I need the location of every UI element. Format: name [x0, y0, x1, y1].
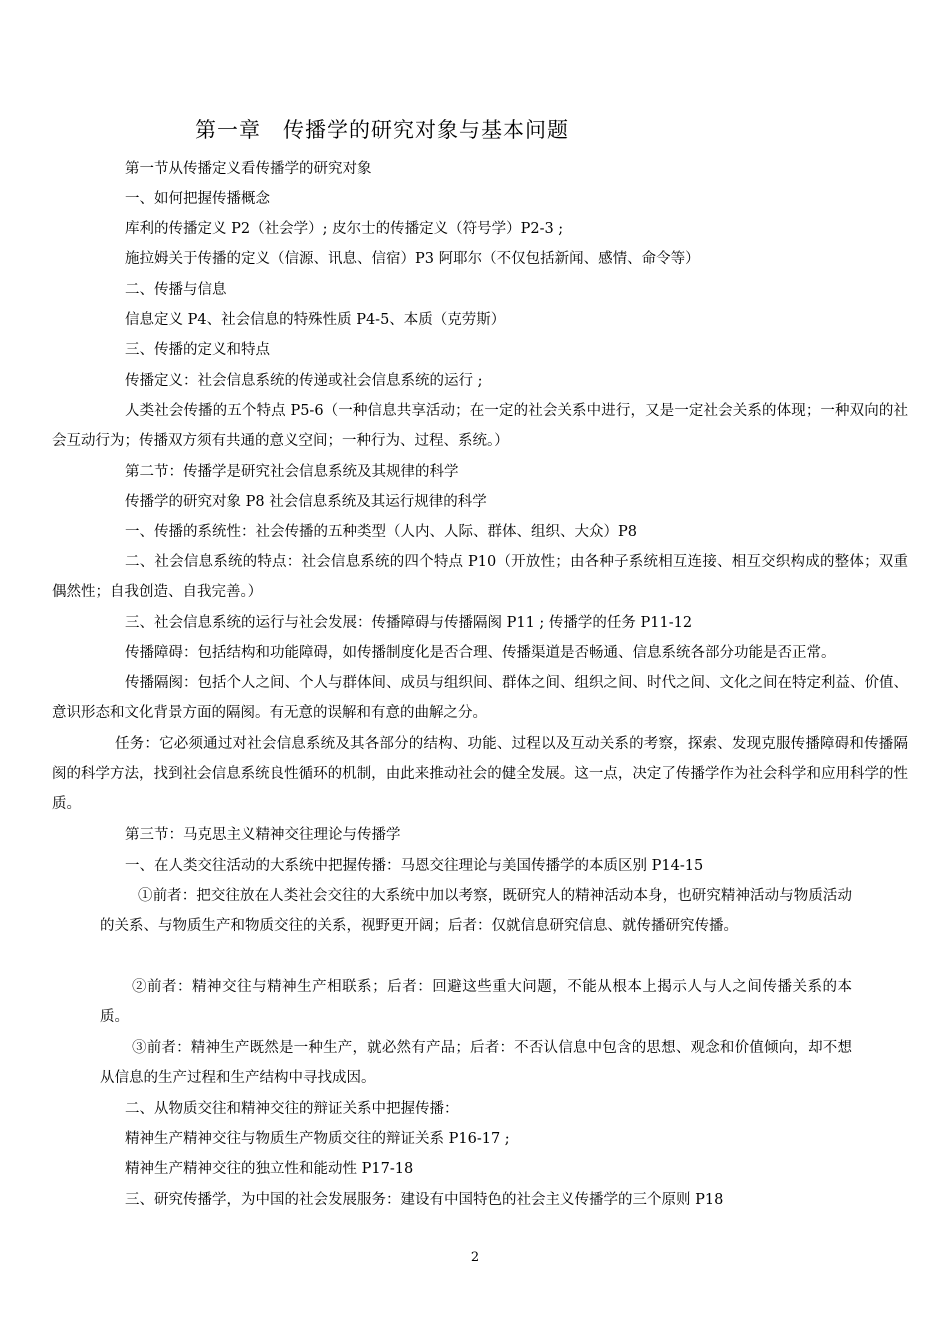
subsection-heading: 二、从物质交往和精神交往的辩证关系中把握传播：	[125, 1101, 459, 1117]
paragraph-line: 传播定义：社会信息系统的传递或社会信息系统的运行 ;	[125, 373, 483, 389]
numbered-paragraph: ②前者：精神交往与精神生产相联系；后者：回避这些重大问题，不能从根本上揭示人与人之间传播关系的本质。	[100, 979, 852, 1025]
paragraph-line: 传播学的研究对象 P8 社会信息系统及其运行规律的科学	[125, 494, 487, 510]
subsection-heading: 一、传播的系统性：社会传播的五种类型（人内、人际、群体、组织、大众）P8	[125, 524, 637, 540]
page-number: 2	[470, 1250, 480, 1265]
section-heading-1: 第一节从传播定义看传播学的研究对象	[125, 161, 372, 177]
paragraph: 任务：它必须通过对社会信息系统及其各部分的结构、功能、过程以及互动关系的考察，探索、发现克服传播障碍和传播隔阂的科学方法，找到社会信息系统良性循环的机制，由此来推动社会的健全发展。这一点，决定了传播学作为社会科学和应用科学的性质。	[52, 736, 908, 812]
chapter-title: 传播学的研究对象与基本问题	[283, 118, 569, 142]
subsection-heading: 一、如何把握传播概念	[125, 191, 270, 207]
chapter-heading	[195, 114, 569, 144]
paragraph-line: 传播障碍：包括结构和功能障碍，如传播制度化是否合理、传播渠道是否畅通、信息系统各部分功能是否正常。	[125, 645, 836, 661]
paragraph-line: 施拉姆关于传播的定义（信源、讯息、信宿）P3 阿耶尔（不仅包括新闻、感情、命令等）	[125, 251, 700, 267]
section-heading-3: 第三节：马克思主义精神交往理论与传播学	[125, 827, 401, 843]
paragraph-line: 库利的传播定义 P2（社会学）; 皮尔士的传播定义（符号学）P2-3 ;	[125, 221, 564, 237]
paragraph-line: 精神生产精神交往与物质生产物质交往的辩证关系 P16-17 ;	[125, 1131, 510, 1147]
numbered-paragraph: ③前者：精神生产既然是一种生产，就必然有产品；后者：不否认信息中包含的思想、观念和价值倾向，却不想从信息的生产过程和生产结构中寻找成因。	[100, 1040, 852, 1086]
subsection-heading: 一、在人类交往活动的大系统中把握传播：马恩交往理论与美国传播学的本质区别 P14-15	[125, 858, 704, 874]
subsection-heading: 二、传播与信息	[125, 282, 227, 298]
subsection-heading: 三、传播的定义和特点	[125, 342, 270, 358]
chapter-number: 第一章	[195, 118, 261, 142]
paragraph: 二、社会信息系统的特点：社会信息系统的四个特点 P10（开放性；由各种子系统相互连接、相互交织构成的整体；双重偶然性；自我创造、自我完善。）	[52, 554, 908, 600]
section-heading-2: 第二节：传播学是研究社会信息系统及其规律的科学	[125, 464, 459, 480]
paragraph-line: 信息定义 P4、社会信息的特殊性质 P4-5、本质（克劳斯）	[125, 312, 506, 328]
numbered-paragraph: ①前者：把交往放在人类社会交往的大系统中加以考察，既研究人的精神活动本身，也研究精神活动与物质活动的关系、与物质生产和物质交往的关系，视野更开阔；后者：仅就信息研究信息、就传播研究传播。	[100, 888, 852, 934]
paragraph-line: 精神生产精神交往的独立性和能动性 P17-18	[125, 1161, 414, 1177]
paragraph: 人类社会传播的五个特点 P5-6（一种信息共享活动；在一定的社会关系中进行，又是一定社会关系的体现；一种双向的社会互动行为；传播双方须有共通的意义空间；一种行为、过程、系统。）	[52, 403, 908, 449]
paragraph: 传播隔阂：包括个人之间、个人与群体间、成员与组织间、群体之间、组织之间、时代之间、文化之间在特定利益、价值、意识形态和文化背景方面的隔阂。有无意的误解和有意的曲解之分。	[52, 675, 908, 721]
subsection-heading: 三、研究传播学，为中国的社会发展服务：建设有中国特色的社会主义传播学的三个原则 P18	[125, 1192, 724, 1208]
subsection-heading: 三、社会信息系统的运行与社会发展：传播障碍与传播隔阂 P11 ; 传播学的任务 P11-12	[125, 615, 693, 631]
